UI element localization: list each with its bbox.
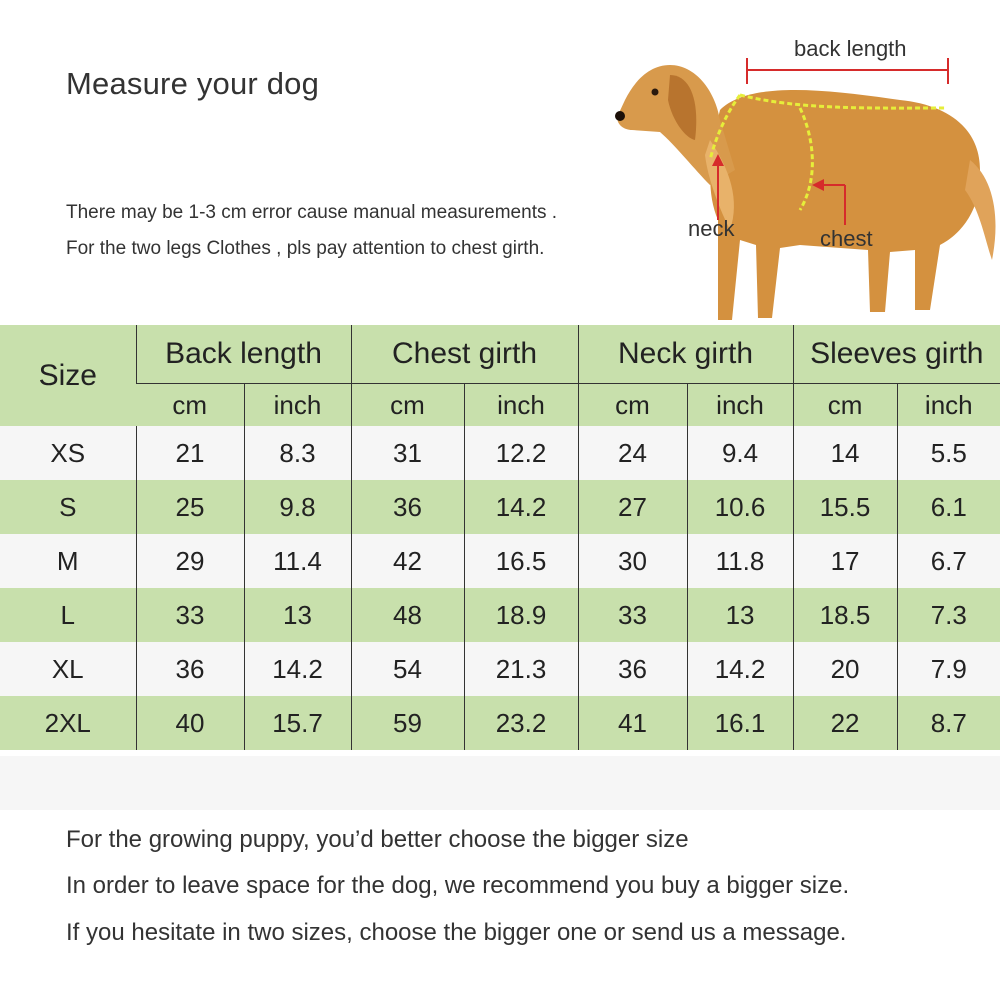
measurement-cell: 14.2 [464,480,578,534]
measurement-cell: 16.5 [464,534,578,588]
measurement-cell: 9.8 [244,480,351,534]
table-bottom-band [0,756,1000,810]
size-cell: L [60,599,75,630]
back-length-label: back length [794,36,907,61]
neck-label: neck [688,216,735,241]
measurement-cell: 24 [578,426,687,480]
measurement-cell: 12.2 [464,426,578,480]
measurement-cell: 7.3 [897,588,1000,642]
table-row [0,426,1000,480]
measurement-cell: 9.4 [687,426,793,480]
measurement-cell: 25 [136,480,244,534]
unit-cell: cm [172,389,208,420]
measurement-cell: 11.8 [687,534,793,588]
measurement-cell: 8.7 [897,696,1000,750]
measurement-cell: 23.2 [464,696,578,750]
table-header-row [0,325,1000,384]
dog-illustration [600,20,1000,330]
measurement-cell: 7.9 [897,642,1000,696]
measurement-cell: 21 [136,426,244,480]
neck-girth-header: Neck girth [578,325,793,384]
measurement-cell: 13 [244,588,351,642]
measurement-cell: 36 [351,480,464,534]
size-cell: XL [51,653,84,684]
measurement-cell: 36 [136,642,244,696]
measurement-cell: 15.7 [244,696,351,750]
footer-note: If you hesitate in two sizes, choose the bigger one or send us a message. [66,919,847,946]
size-cell: S [59,491,77,522]
size-header: Size [38,358,97,392]
measurement-cell: 40 [136,696,244,750]
size-cell: 2XL [44,707,91,738]
page-title: Measure your dog [66,66,320,101]
measurement-cell: 11.4 [244,534,351,588]
measurement-cell: 36 [578,642,687,696]
measurement-cell: 59 [351,696,464,750]
table-row [0,642,1000,696]
sleeves-girth-header: Sleeves girth [793,325,1000,384]
measurement-cell: 22 [793,696,897,750]
measurement-cell: 21.3 [464,642,578,696]
unit-cell: cm [793,384,897,427]
table-row [0,480,1000,534]
chest-girth-header: Chest girth [351,325,578,384]
chest-girth-note: For the two legs Clothes , pls pay attention to chest girth. [66,238,545,259]
measurement-note: There may be 1-3 cm error cause manual measurements . [66,202,558,223]
measurement-cell: 54 [351,642,464,696]
dog-measurement-diagram [600,20,1000,330]
measurement-cell: 30 [578,534,687,588]
measurement-cell: 6.7 [897,534,1000,588]
footer-note: In order to leave space for the dog, we recommend you buy a bigger size. [66,872,850,899]
size-chart-table [0,325,1000,750]
measurement-cell: 14.2 [687,642,793,696]
measurement-cell: 16.1 [687,696,793,750]
unit-cell: inch [687,384,793,427]
measurement-cell: 17 [793,534,897,588]
table-row [0,534,1000,588]
measurement-cell: 29 [136,534,244,588]
measurement-cell: 18.9 [464,588,578,642]
measurement-cell: 6.1 [897,480,1000,534]
size-cell: M [56,545,79,576]
unit-cell: inch [244,384,351,427]
unit-cell: cm [578,384,687,427]
measurement-cell: 42 [351,534,464,588]
measurement-cell: 33 [136,588,244,642]
measurement-cell: 48 [351,588,464,642]
measurement-cell: 27 [578,480,687,534]
unit-cell: cm [351,384,464,427]
measurement-cell: 13 [687,588,793,642]
unit-cell: inch [464,384,578,427]
footer-note: For the growing puppy, you’d better choose the bigger size [66,826,689,853]
measurement-cell: 10.6 [687,480,793,534]
unit-header-row [0,384,1000,427]
measurement-cell: 14.2 [244,642,351,696]
table-row [0,696,1000,750]
measurement-cell: 18.5 [793,588,897,642]
measurement-cell: 41 [578,696,687,750]
measurement-cell: 31 [351,426,464,480]
measurement-cell: 14 [793,426,897,480]
measurement-cell: 33 [578,588,687,642]
measurement-cell: 20 [793,642,897,696]
size-cell: XS [50,437,86,468]
table-row [0,588,1000,642]
measurement-cell: 5.5 [897,426,1000,480]
chest-label: chest [820,226,873,251]
unit-cell: inch [897,384,1000,427]
measurement-cell: 15.5 [793,480,897,534]
measurement-cell: 8.3 [244,426,351,480]
back-length-header: Back length [136,325,351,384]
